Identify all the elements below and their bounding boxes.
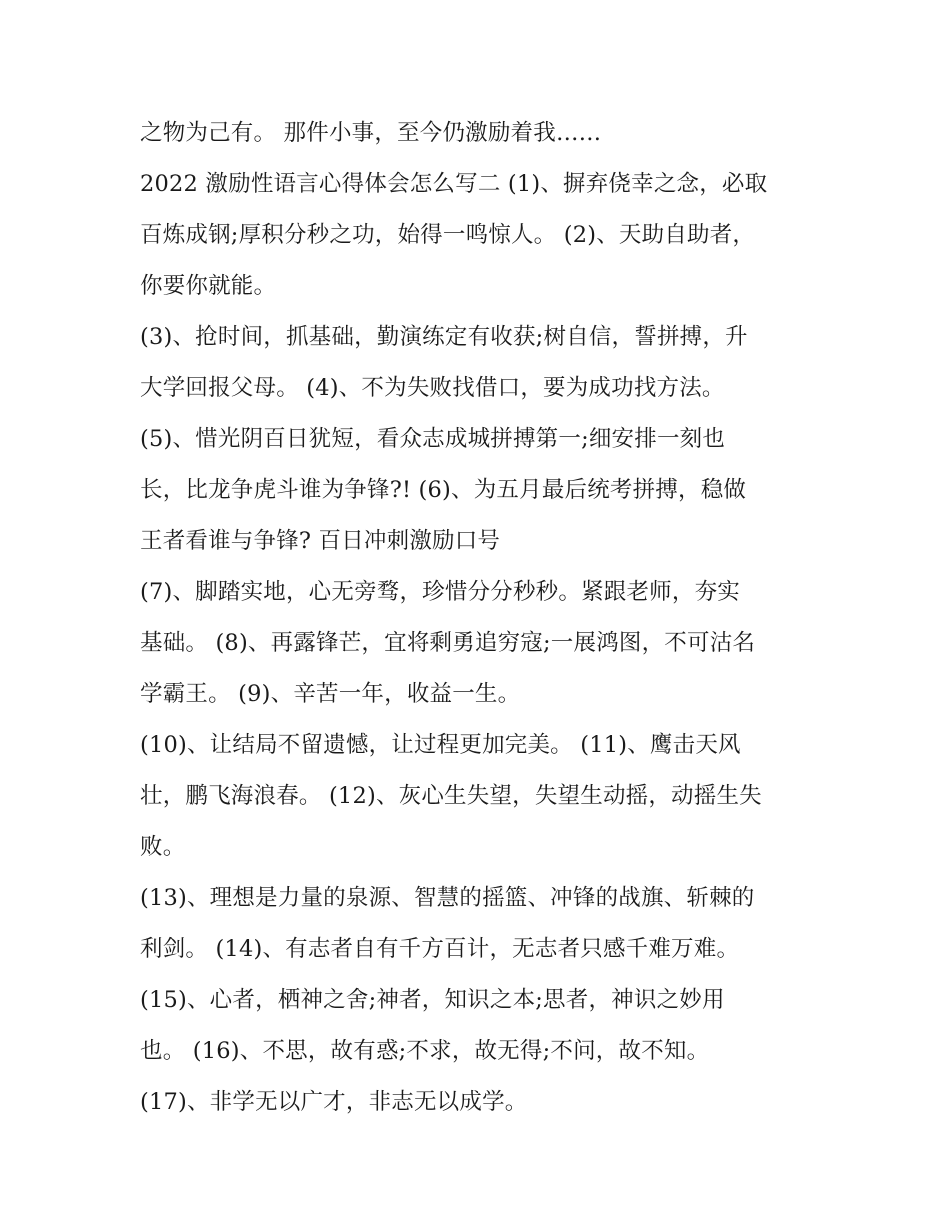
text-line: 长，比龙争虎斗谁为争锋?! (6)、为五月最后统考拼搏，稳做 — [140, 477, 747, 503]
text-line: 2022 激励性语言心得体会怎么写二 (1)、摒弃侥幸之念，必取 — [140, 171, 768, 197]
text-line: (7)、脚踏实地，心无旁骛，珍惜分分秒秒。紧跟老师，夯实 — [140, 579, 740, 605]
text-line: 大学回报父母。 (4)、不为失败找借口，要为成功找方法。 — [140, 375, 725, 401]
text-line: 你要你就能。 — [140, 273, 277, 299]
text-line: (13)、理想是力量的泉源、智慧的摇篮、冲锋的战旗、斩棘的 — [140, 885, 755, 911]
text-line: 之物为己有。 那件小事，至今仍激励着我…… — [140, 120, 602, 146]
body-text — [140, 108, 820, 1128]
text-line: 王者看谁与争锋? 百日冲刺激励口号 — [140, 528, 501, 554]
text-line: 百炼成钢;厚积分秒之功，始得一鸣惊人。 (2)、天助自助者， — [140, 222, 756, 248]
text-line: 也。 (16)、不思，故有惑;不求，故无得;不问，故不知。 — [140, 1038, 710, 1064]
text-line: 基础。 (8)、再露锋芒，宜将剩勇追穷寇;一展鸿图，不可沽名 — [140, 630, 756, 656]
text-line: (10)、让结局不留遗憾，让过程更加完美。 (11)、鹰击天风 — [140, 732, 741, 758]
text-line: 利剑。 (14)、有志者自有千方百计，无志者只感千难万难。 — [140, 936, 740, 962]
text-line: 学霸王。 (9)、辛苦一年，收益一生。 — [140, 681, 521, 707]
text-line: 败。 — [140, 834, 186, 860]
text-line: (17)、非学无以广才，非志无以成学。 — [140, 1089, 528, 1115]
text-line: (3)、抢时间，抓基础，勤演练定有收获;树自信，誓拼搏，升 — [140, 324, 748, 350]
text-line: 壮，鹏飞海浪春。 (12)、灰心生失望，失望生动摇，动摇生失 — [140, 783, 762, 809]
text-line: (5)、惜光阴百日犹短，看众志成城拼搏第一;细安排一刻也 — [140, 426, 726, 452]
text-line: (15)、心者，栖神之舍;神者，知识之本;思者，神识之妙用 — [140, 987, 725, 1013]
